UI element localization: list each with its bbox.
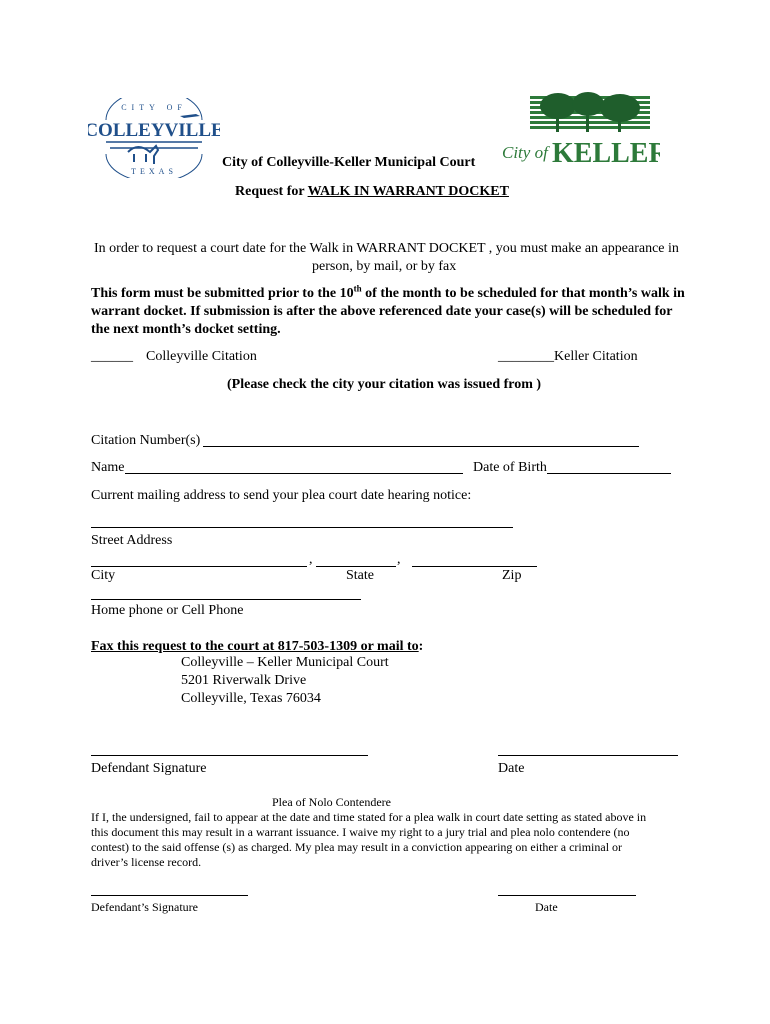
fax-instruction [91, 639, 423, 655]
city-field[interactable] [91, 566, 307, 567]
plea-date-label: Date [535, 900, 558, 914]
citation-number-field[interactable] [203, 446, 639, 447]
plea-date-field[interactable] [498, 895, 636, 896]
plea-line-1: If I, the undersigned, fail to appear at the date and time stated for a plea walk in court date setting as stated above in [91, 810, 647, 824]
court-title: City of Colleyville-Keller Municipal Court [222, 155, 476, 170]
keller-logo-name: KELLER [552, 138, 660, 166]
city-choice-hint: (Please check the city your citation was issued from ) [227, 377, 542, 392]
request-title [235, 184, 509, 200]
keller-logo [500, 90, 660, 166]
name-label: Name [91, 460, 125, 475]
court-address-line-1: Colleyville – Keller Municipal Court [181, 655, 389, 670]
zip-field[interactable] [412, 566, 537, 567]
comma-2: , [397, 552, 401, 567]
notice-line-1-post: of the month to be scheduled for that month’s walk in [361, 286, 685, 301]
citation-number-label: Citation Number(s) [91, 433, 201, 448]
notice-line-2: warrant docket. If submission is after the above referenced date your case(s) will be scheduled for [91, 304, 673, 319]
fax-instruction-colon: : [418, 639, 424, 654]
state-field[interactable] [316, 566, 396, 567]
colleyville-logo [88, 98, 220, 178]
intro-line-2: person, by mail, or by fax [312, 259, 457, 274]
dob-field[interactable] [547, 473, 671, 474]
keller-logo-prefix: City of [502, 143, 548, 162]
street-address-field[interactable] [91, 527, 513, 528]
zip-label: Zip [502, 568, 522, 583]
colleyville-logo-name: COLLEYVILLE [88, 120, 220, 141]
colleyville-citation-label: Colleyville Citation [146, 349, 257, 364]
mailing-address-label: Current mailing address to send your plea court date hearing notice: [91, 488, 472, 503]
keller-checkbox-blank[interactable]: ________ [498, 349, 554, 364]
street-address-label: Street Address [91, 533, 173, 548]
colleyville-logo-bottom: TEXAS [131, 167, 177, 176]
court-address-line-2: 5201 Riverwalk Drive [181, 673, 307, 688]
defendant-signature-label: Defendant Signature [91, 761, 207, 776]
plea-line-4: driver’s license record. [91, 855, 202, 869]
notice-line-1-sup: th [353, 283, 362, 294]
notice-line-1-pre: This form must be submitted prior to the 10 [91, 286, 354, 301]
name-field[interactable] [125, 473, 463, 474]
signature-date-label: Date [498, 761, 525, 776]
fax-instruction-text: Fax this request to the court at 817-503-1309 or mail to [91, 639, 419, 654]
comma-1: , [309, 552, 313, 567]
plea-title: Plea of Nolo Contendere [272, 795, 391, 809]
plea-line-2: this document this may result in a warrant issuance. I waive my right to a jury trial and plea nolo contendere (no [91, 825, 630, 839]
colleyville-checkbox-blank[interactable]: ______ [91, 349, 133, 364]
keller-citation-label: Keller Citation [554, 349, 638, 364]
intro-line-1: In order to request a court date for the Walk in WARRANT DOCKET , you must make an appearance in [94, 241, 679, 256]
request-prefix: Request for [235, 184, 308, 199]
notice-line-1 [91, 283, 685, 302]
city-label: City [91, 568, 116, 583]
state-label: State [346, 568, 374, 583]
notice-line-3: the next month’s docket setting. [91, 322, 281, 337]
request-subject: WALK IN WARRANT DOCKET [307, 184, 509, 199]
defendant-signature-field[interactable] [91, 755, 368, 756]
dob-label: Date of Birth [473, 460, 547, 475]
phone-label: Home phone or Cell Phone [91, 603, 244, 618]
colleyville-logo-top: CITY OF [121, 103, 187, 112]
plea-line-3: contest) to the said offense (s) as charged. My plea may result in a conviction appearing on either a criminal or [91, 840, 623, 854]
court-address-line-3: Colleyville, Texas 76034 [181, 691, 321, 706]
plea-signature-label: Defendant’s Signature [91, 900, 198, 914]
phone-field[interactable] [91, 599, 361, 600]
signature-date-field[interactable] [498, 755, 678, 756]
plea-signature-field[interactable] [91, 895, 248, 896]
